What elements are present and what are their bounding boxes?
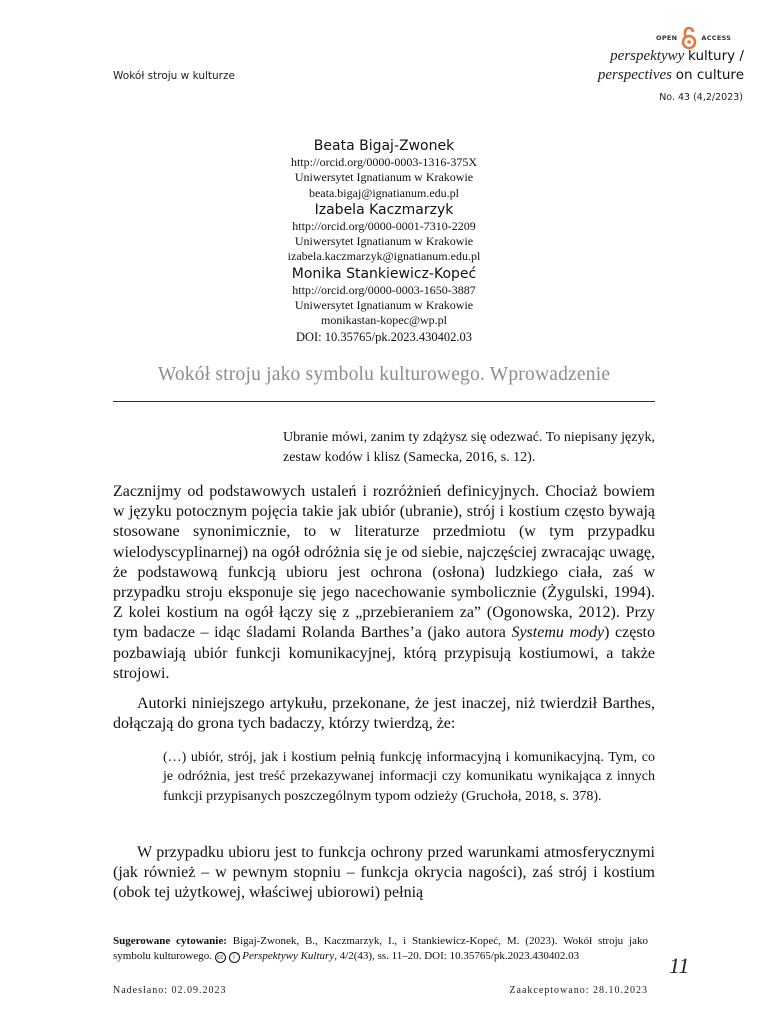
author-affiliation: Uniwersytet Ignatianum w Krakowie (294, 298, 474, 313)
paragraph-1-text-a: Zacznijmy od podstawowych ustaleń i rozróżnień definicyjnych. Chociaż bowiem w języku potocznym pojęcia takie jak ubiór (ubranie), strój i kostium często bywają stosowane synonimicznie, to w literaturze przedmiotu (w tym przypadku wielodyscyplinarnej) na ogół odróżnia się je od siebie, najczęściej zwracając uwagę, że podstawową funkcją ubioru jest ochrona (osłona) ludzkiego ciała, zaś w przypadku stroju eksponuje się jego nacechowanie symbolicznie (Żygulski, 1994). Z kolei kostium na ogół łączy się z „przebieraniem za” (Ogonowska, 2012). Przy tym badacze – idąc śladami Rolanda Barthes’a (jako autora (113, 483, 655, 642)
author-email[interactable]: monikastan-kopec@wp.pl (320, 313, 448, 328)
author-orcid[interactable]: http://orcid.org/0000-0001-7310-2209 (292, 218, 476, 233)
journal-pl-roman: kultury / (688, 48, 744, 64)
paragraph-1-text-b: ) często pozbawiają ubiór funkcji komunikacyjnej, którą przypisują kostiumowi, a także strojowi. (113, 624, 656, 682)
citation-text-a: Bigaj-Zwonek, B., Kaczmarzyk, I., i Stankiewicz-Kopeć, M. (2023). Wokół stroju jako symbolu kulturowego. (113, 935, 648, 962)
article-title: Wokół stroju jako symbolu kulturowego. Wprowadzenie (157, 364, 611, 385)
author-orcid[interactable]: http://orcid.org/0000-0003-1316-375X (290, 155, 478, 169)
author-name: Monika Stankiewicz-Kopeć (291, 265, 477, 282)
paragraph-2: Autorki niniejszego artykułu, przekonane, że jest inaczej, niż twierdził Barthes, dołączają do grona tych badaczy, którzy twierdzą, że: (113, 695, 655, 733)
author-affiliation: Uniwersytet Ignatianum w Krakowie (294, 234, 474, 249)
issue-number: No. 43 (4,2/2023) (659, 92, 743, 103)
journal-pl-italic: perspektywy (610, 48, 685, 64)
author (0, 201, 768, 265)
citation-text-b: , 4/2(43), ss. 11–20. DOI: 10.35765/pk.2023.430402.03 (334, 950, 580, 962)
doi[interactable]: DOI: 10.35765/pk.2023.430402.03 (295, 329, 473, 344)
open-access-right: ACCESS (701, 34, 732, 42)
paragraph-3: W przypadku ubioru jest to funkcja ochrony przed warunkami atmosferycznymi (jak również – w pewnym stopniu – funkcja okrycia nagości), zaś strój i kostium (obok tej użytkowej, właściwej ubiorowi) pełnią (113, 844, 655, 902)
block-quote: (…) ubiór, strój, jak i kostium pełnią funkcję informacyjną i komunikacyjną. Tym, co je odróżnia, jest treść przekazywanej informacji czy komunikatu wynikająca z innych funkcji przypisanych poszczególnym typom odzieży (Gruchoła, 2018, s. 378). (163, 750, 655, 804)
author (0, 137, 768, 201)
epigraph: Ubranie mówi, zanim ty zdążysz się odezwać. To niepisany język, zestaw kodów i klisz (Samecka, 2016, s. 12). (283, 430, 655, 465)
accepted-date: Zaakceptowano: 28.10.2023 (509, 985, 648, 996)
page-number: 11 (669, 953, 690, 978)
journal-en-roman: on culture (675, 67, 744, 83)
authors-block (0, 137, 768, 345)
citation-journal: Perspektywy Kultury (242, 950, 335, 962)
author-email[interactable]: izabela.kaczmarzyk@ignatianum.edu.pl (287, 249, 481, 264)
section-label: Wokół stroju w kulturze (113, 70, 235, 82)
author (0, 265, 768, 329)
journal-en-italic: perspectives (597, 67, 672, 83)
citation-label: Sugerowane cytowanie: (113, 935, 227, 947)
author-affiliation: Uniwersytet Ignatianum w Krakowie (294, 170, 474, 185)
paragraph-1 (113, 482, 655, 684)
author-name: Izabela Kaczmarzyk (314, 201, 454, 218)
title-divider (113, 401, 655, 402)
author-name: Beata Bigaj-Zwonek (313, 138, 455, 154)
suggested-citation (113, 934, 648, 964)
journal-brand (598, 47, 744, 85)
paragraph-1-italic-title: Systemu mody (511, 624, 605, 642)
submitted-date: Nadesłano: 02.09.2023 (113, 985, 227, 996)
cc-license-icon: cc (215, 952, 226, 963)
author-orcid[interactable]: http://orcid.org/0000-0003-1650-3887 (292, 282, 476, 297)
open-access-left: OPEN (656, 34, 678, 42)
author-email[interactable]: beata.bigaj@ignatianum.edu.pl (308, 185, 459, 200)
dates-line (113, 985, 648, 996)
cc-by-icon: i (229, 952, 240, 963)
